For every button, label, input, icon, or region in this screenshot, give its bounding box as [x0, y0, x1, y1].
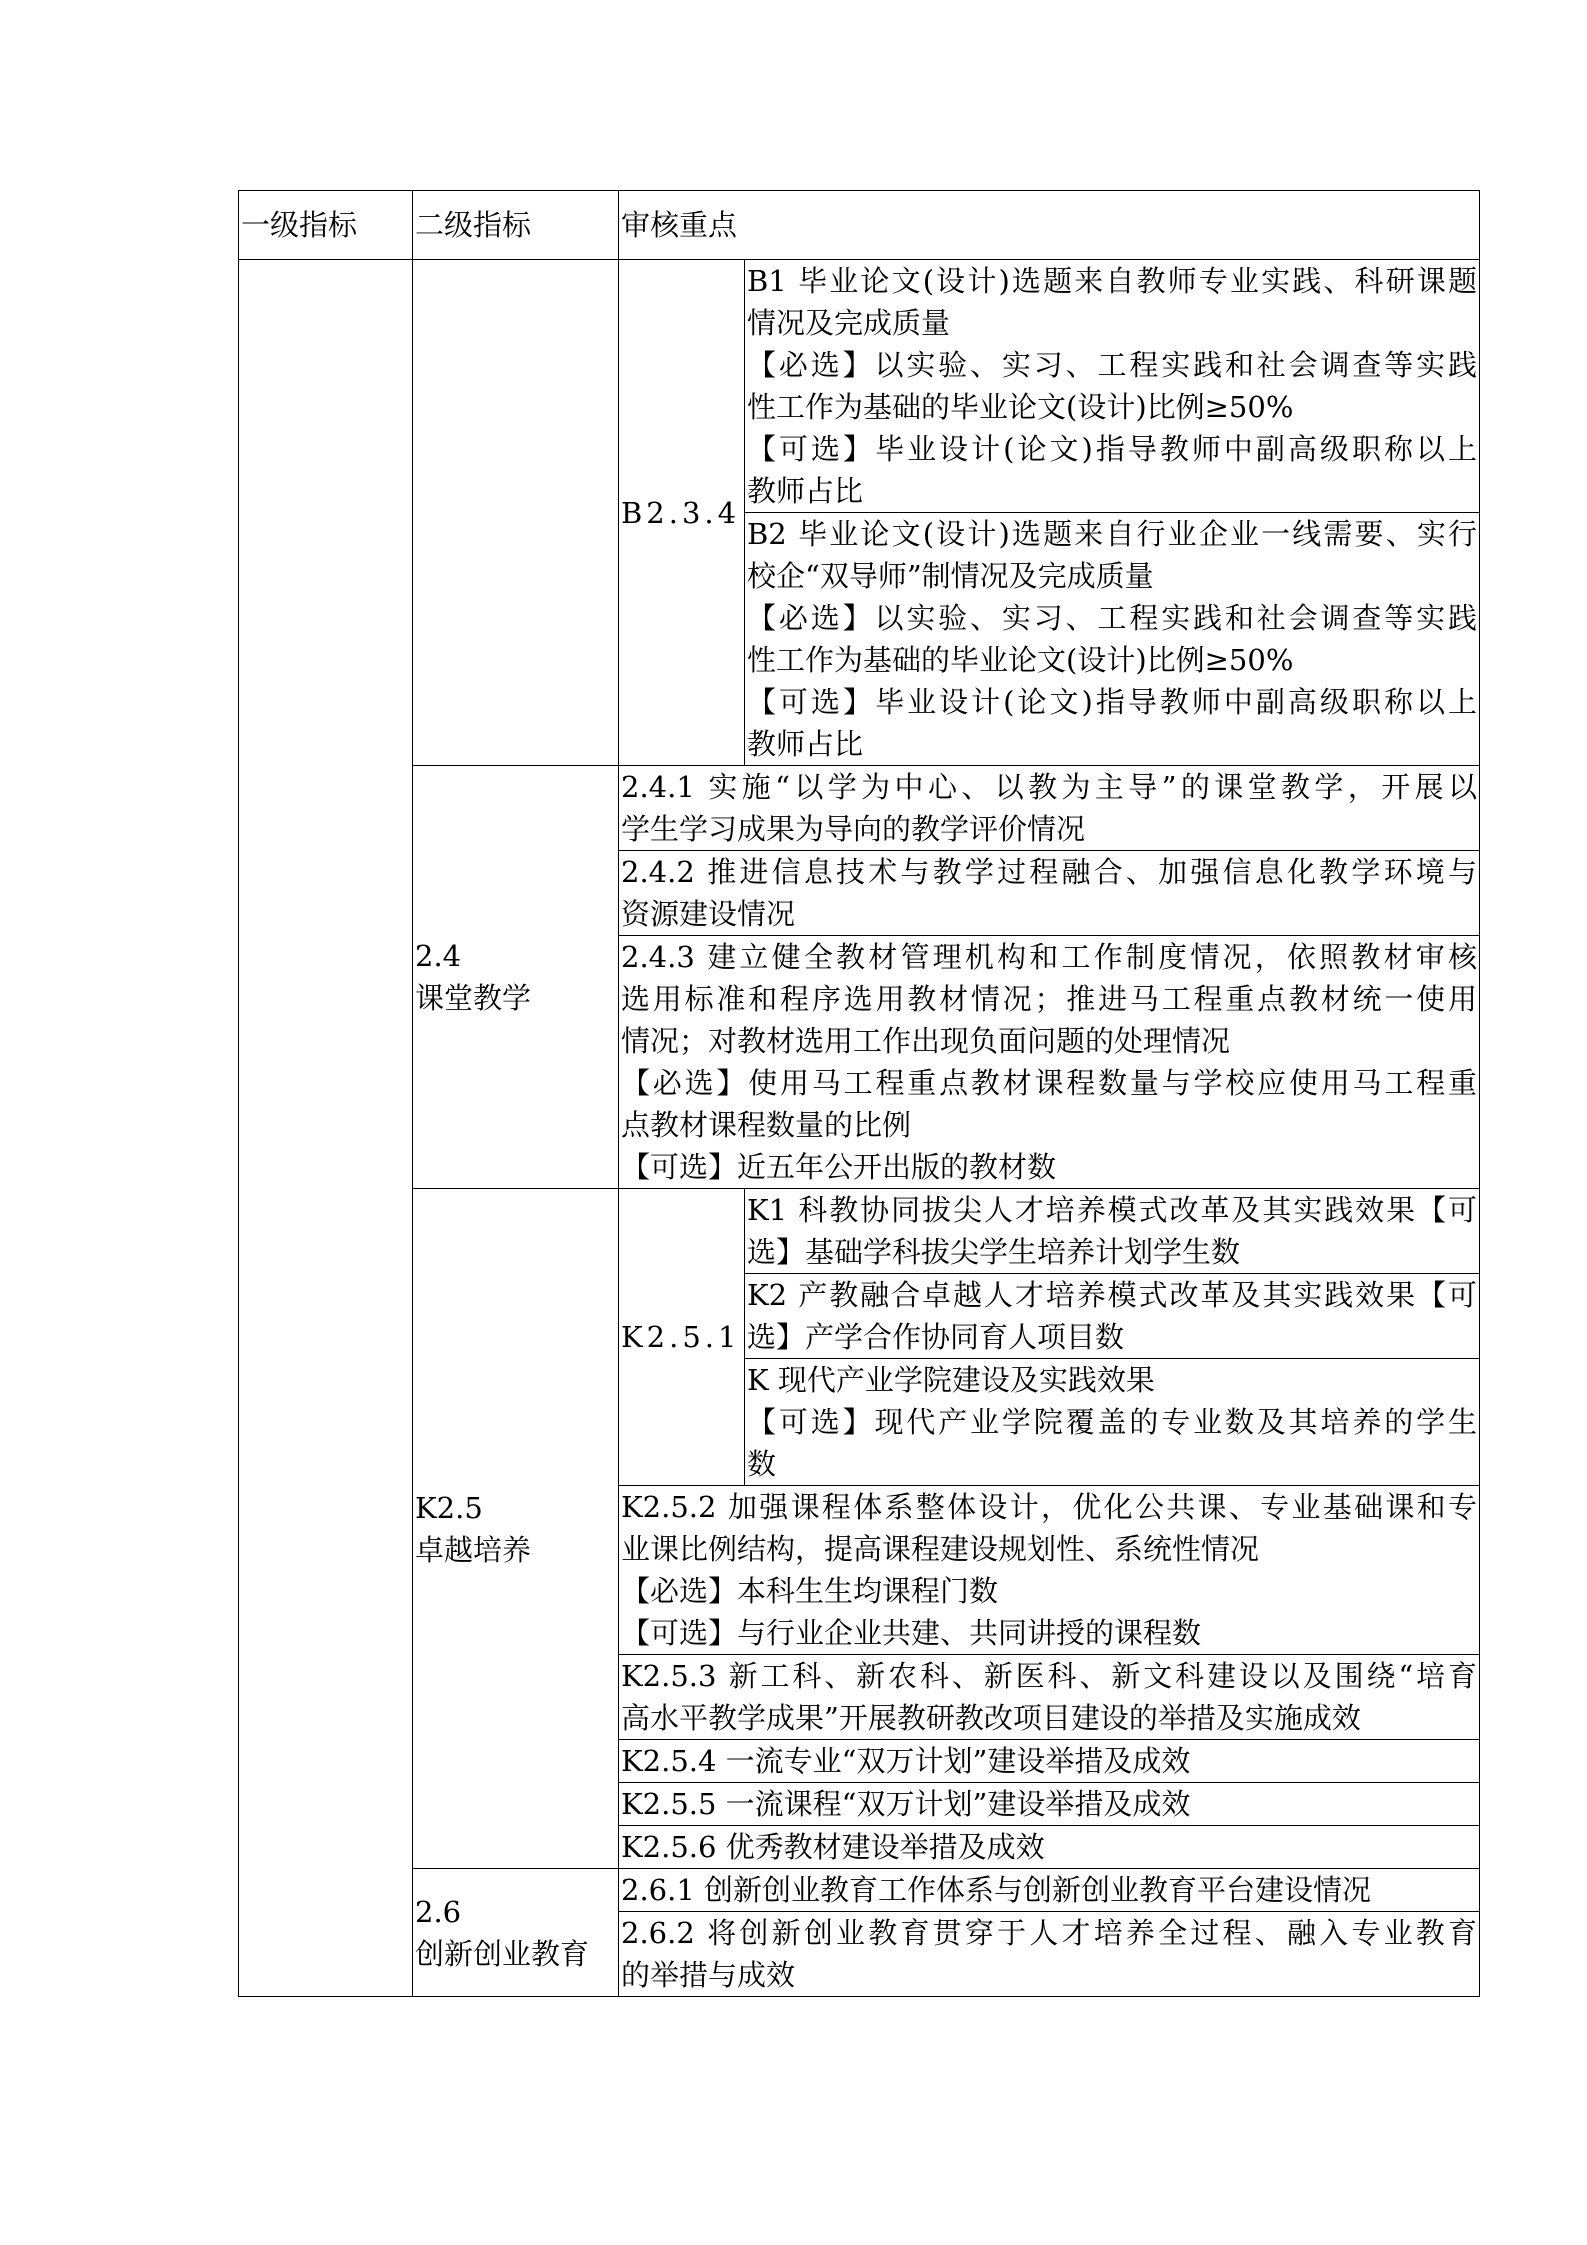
s26-cell [413, 1869, 619, 1997]
text-line: 【可选】与行业企业共建、共同讲授的课程数 [621, 1616, 1202, 1650]
text-line: K2.5.3 新工科、新农科、新医科、新文科建设以及围绕“培育 [621, 1659, 1477, 1693]
text-line: 点教材课程数量的比例 [621, 1108, 912, 1142]
text-line: 【必选】以实验、实习、工程实践和社会调查等实践 [747, 348, 1477, 382]
k251-code: K2.5.1 [619, 1189, 745, 1486]
item-k253-cell [619, 1655, 1480, 1740]
item-241-cell [619, 766, 1480, 851]
header-focus: 审核重点 [619, 191, 1480, 260]
s24-code: 2.4 [415, 939, 462, 973]
text-line: 【可选】近五年公开出版的教材数 [621, 1150, 1057, 1184]
k251-k1-cell [745, 1189, 1480, 1274]
audit-table [238, 190, 1480, 1997]
k25-name: 卓越培养 [415, 1532, 532, 1567]
k25-cell [413, 1189, 619, 1869]
text-line: 2.6.2 将创新创业教育贯穿于人才培养全过程、融入专业教育 [621, 1916, 1477, 1950]
text-line: 【可选】毕业设计(论文)指导教师中副高级职称以上 [747, 432, 1477, 466]
table-header-row [239, 191, 1480, 260]
text-line: 2.4.3 建立健全教材管理机构和工作制度情况，依照教材审核 [621, 940, 1477, 974]
text-line: 业课比例结构，提高课程建设规划性、系统性情况 [621, 1532, 1260, 1566]
table-row [239, 260, 1480, 513]
item-k255-cell: K2.5.5 一流课程“双万计划”建设举措及成效 [619, 1783, 1480, 1826]
level2-cell-empty [413, 260, 619, 766]
text-line: 资源建设情况 [621, 897, 796, 931]
level1-cell-empty [239, 260, 413, 1997]
text-line: 性工作为基础的毕业论文(设计)比例≥50% [747, 643, 1294, 677]
text-line: B2 毕业论文(设计)选题来自行业企业一线需要、实行 [747, 517, 1477, 551]
k25-code: K2.5 [415, 1490, 483, 1525]
text-line: 的举措与成效 [621, 1958, 796, 1992]
k251-k2-cell [745, 1274, 1480, 1359]
b234-b2-cell [745, 513, 1480, 766]
item-243-cell [619, 936, 1480, 1189]
s26-name: 创新创业教育 [415, 1936, 590, 1971]
header-level1: 一级指标 [239, 191, 413, 260]
s26-code: 2.6 [415, 1894, 462, 1929]
text-line: 【必选】使用马工程重点教材课程数量与学校应使用马工程重 [621, 1066, 1477, 1100]
s24-cell [413, 766, 619, 1189]
b234-code: B2.3.4 [619, 260, 745, 766]
text-line: 【必选】本科生生均课程门数 [621, 1574, 999, 1608]
text-line: K1 科教协同拔尖人才培养模式改革及其实践效果【可 [747, 1193, 1477, 1227]
item-242-cell [619, 851, 1480, 936]
text-line: 情况；对教材选用工作出现负面问题的处理情况 [621, 1024, 1231, 1058]
table-row [239, 1869, 1480, 1912]
text-line: 选用标准和程序选用教材情况；推进马工程重点教材统一使用 [621, 982, 1477, 1016]
header-level2: 二级指标 [413, 191, 619, 260]
text-line: 数 [747, 1447, 777, 1481]
text-line: 教师占比 [747, 727, 864, 761]
text-line: 校企“双导师”制情况及完成质量 [747, 559, 1154, 593]
b234-b1-cell [745, 260, 1480, 513]
text-line: 【必选】以实验、实习、工程实践和社会调查等实践 [747, 601, 1477, 635]
text-line: 性工作为基础的毕业论文(设计)比例≥50% [747, 390, 1294, 424]
item-261-cell: 2.6.1 创新创业教育工作体系与创新创业教育平台建设情况 [619, 1869, 1480, 1912]
text-line: 【可选】毕业设计(论文)指导教师中副高级职称以上 [747, 685, 1477, 719]
text-line: 学生学习成果为导向的教学评价情况 [621, 812, 1086, 846]
item-k252-cell [619, 1486, 1480, 1655]
text-line: 情况及完成质量 [747, 306, 951, 340]
text-line: K2.5.2 加强课程体系整体设计，优化公共课、专业基础课和专 [621, 1490, 1477, 1524]
text-line: 选】基础学科拔尖学生培养计划学生数 [747, 1235, 1241, 1269]
text-line: 2.4.1 实施“以学为中心、以教为主导”的课堂教学，开展以 [621, 770, 1477, 804]
text-line: K2 产教融合卓越人才培养模式改革及其实践效果【可 [747, 1278, 1477, 1312]
text-line: B1 毕业论文(设计)选题来自教师专业实践、科研课题 [747, 264, 1477, 298]
text-line: 2.4.2 推进信息技术与教学过程融合、加强信息化教学环境与 [621, 855, 1477, 889]
table-row [239, 1189, 1480, 1274]
text-line: 教师占比 [747, 474, 864, 508]
item-262-cell [619, 1912, 1480, 1997]
text-line: 选】产学合作协同育人项目数 [747, 1320, 1125, 1354]
item-k254-cell: K2.5.4 一流专业“双万计划”建设举措及成效 [619, 1740, 1480, 1783]
s24-name: 课堂教学 [415, 981, 532, 1015]
table-row [239, 766, 1480, 851]
text-line: K 现代产业学院建设及实践效果 [747, 1363, 1155, 1397]
text-line: 高水平教学成果”开展教研教改项目建设的举措及实施成效 [621, 1701, 1361, 1735]
text-line: 【可选】现代产业学院覆盖的专业数及其培养的学生 [747, 1405, 1477, 1439]
k251-k3-cell [745, 1359, 1480, 1486]
item-k256-cell: K2.5.6 优秀教材建设举措及成效 [619, 1826, 1480, 1869]
